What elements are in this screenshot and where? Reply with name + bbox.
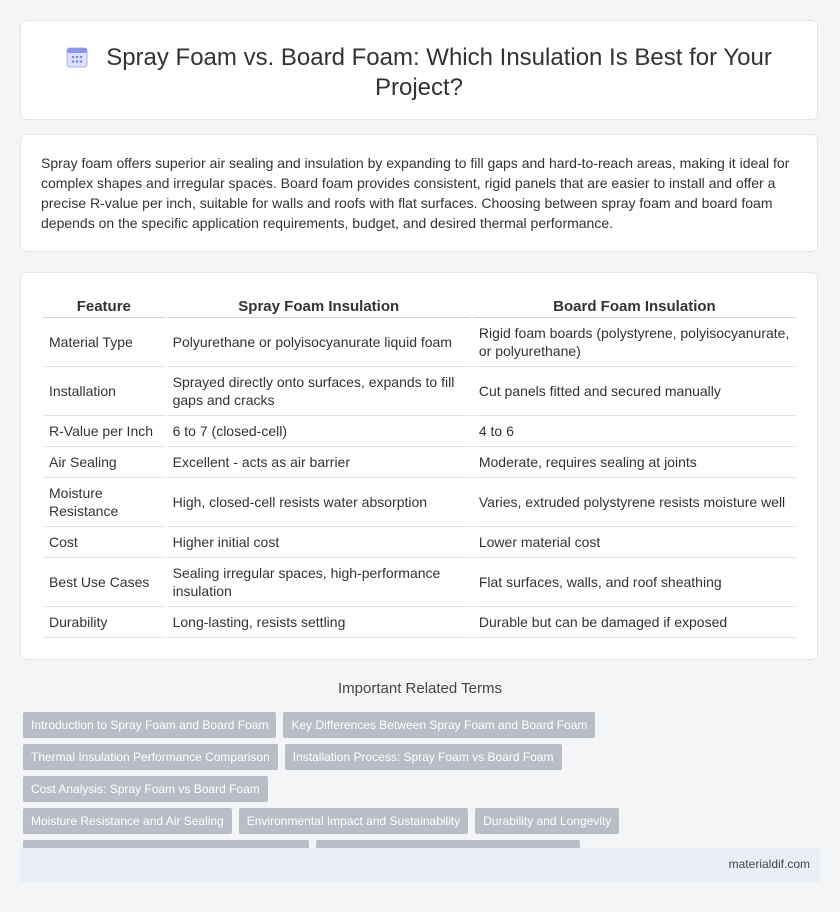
intro-card: [20, 134, 818, 252]
related-term-link[interactable]: Durability and Longevity: [475, 808, 619, 834]
table-cell: 6 to 7 (closed-cell): [167, 416, 471, 447]
related-term-link[interactable]: Thermal Insulation Performance Comparison: [23, 744, 278, 770]
column-header-board-foam: Board Foam Insulation: [473, 295, 796, 318]
table-cell: Cut panels fitted and secured manually: [473, 367, 796, 416]
related-term-link[interactable]: Installation Process: Spray Foam vs Board Foam: [285, 744, 562, 770]
table-header-row: [43, 295, 796, 318]
table-cell: Higher initial cost: [167, 527, 471, 558]
related-terms-title: Important Related Terms: [338, 680, 502, 697]
table-cell: 4 to 6: [473, 416, 796, 447]
table-row: [43, 527, 796, 558]
related-term-link[interactable]: Introduction to Spray Foam and Board Foam: [23, 712, 276, 738]
table-cell: Durable but can be damaged if exposed: [473, 607, 796, 638]
page-title: [21, 43, 817, 103]
comparison-card: [20, 272, 818, 660]
table-row: [43, 447, 796, 478]
related-term-link[interactable]: Cost Analysis: Spray Foam vs Board Foam: [23, 776, 268, 802]
related-term-link[interactable]: Environmental Impact and Sustainability: [239, 808, 468, 834]
calendar-icon: [66, 46, 88, 68]
table-cell: Varies, extruded polystyrene resists moisture well: [473, 478, 796, 527]
table-cell: R-Value per Inch: [43, 416, 165, 447]
table-row: [43, 478, 796, 527]
table-row: [43, 318, 796, 367]
related-term-link[interactable]: Moisture Resistance and Air Sealing: [23, 808, 232, 834]
intro-paragraph: Spray foam offers superior air sealing and insulation by expanding to fill gaps and hard-to-reach areas, making it ideal for complex shapes and irregular spaces. Board foam provides consistent, rigid panels that are easier to install and offer a precise R-value per inch, suitable for walls and roofs with flat surfaces. Choosing between spray foam and board foam depends on the specific application requirements, budget, and desired thermal performance.: [41, 155, 790, 231]
table-row: [43, 367, 796, 416]
page-title-text: Spray Foam vs. Board Foam: Which Insulation Is Best for Your Project?: [106, 44, 772, 101]
table-row: [43, 416, 796, 447]
table-cell: Best Use Cases: [43, 558, 165, 607]
footer-site-link[interactable]: materialdif.com: [728, 857, 810, 871]
table-cell: Rigid foam boards (polystyrene, polyisocyanurate, or polyurethane): [473, 318, 796, 367]
table-cell: High, closed-cell resists water absorption: [167, 478, 471, 527]
table-cell: Moderate, requires sealing at joints: [473, 447, 796, 478]
comparison-table: [41, 295, 798, 638]
table-cell: Flat surfaces, walls, and roof sheathing: [473, 558, 796, 607]
table-cell: Moisture Resistance: [43, 478, 165, 527]
table-row: [43, 558, 796, 607]
footer-bar: [20, 848, 820, 882]
table-cell: Excellent - acts as air barrier: [167, 447, 471, 478]
table-cell: Sprayed directly onto surfaces, expands to fill gaps and cracks: [167, 367, 471, 416]
header-card: [20, 20, 818, 120]
table-cell: Durability: [43, 607, 165, 638]
table-row: [43, 607, 796, 638]
table-cell: Long-lasting, resists settling: [167, 607, 471, 638]
table-cell: Lower material cost: [473, 527, 796, 558]
table-cell: Cost: [43, 527, 165, 558]
table-cell: Air Sealing: [43, 447, 165, 478]
table-cell: Sealing irregular spaces, high-performance insulation: [167, 558, 471, 607]
related-term-link[interactable]: Key Differences Between Spray Foam and Board Foam: [283, 712, 595, 738]
column-header-feature: Feature: [43, 295, 165, 318]
column-header-spray-foam: Spray Foam Insulation: [167, 295, 471, 318]
table-cell: Material Type: [43, 318, 165, 367]
table-cell: Polyurethane or polyisocyanurate liquid foam: [167, 318, 471, 367]
table-cell: Installation: [43, 367, 165, 416]
